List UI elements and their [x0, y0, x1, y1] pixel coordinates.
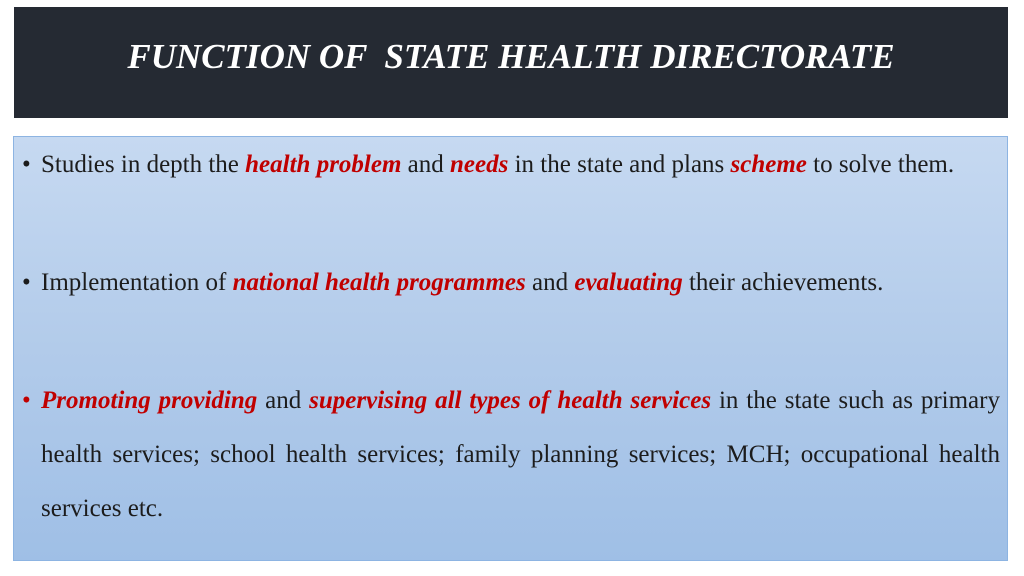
bullet-text-segment: Studies in depth the: [41, 151, 246, 178]
bullet-text-segment: and: [525, 269, 575, 296]
bullet-item: [22, 256, 1000, 310]
bullet-highlight-segment: national health programmes: [232, 269, 526, 296]
bullet-marker: •: [22, 151, 31, 178]
bullet-text: [41, 138, 1000, 192]
bullet-text-segment: in the state and plans: [508, 151, 731, 178]
bullet-highlight-segment: health problem: [245, 151, 402, 178]
title-bar: [14, 7, 1008, 118]
bullet-text-segment: to solve them.: [806, 151, 955, 178]
bullet-text-segment: their achievements.: [682, 269, 884, 296]
bullet-text-segment: Implementation of: [41, 269, 233, 296]
bullet-text-segment: and: [257, 387, 310, 414]
bullet-text-segment: in the state such as primary health services; school health services; family planning services; MCH; occupational health services etc.: [41, 387, 1000, 522]
content-panel: [13, 136, 1008, 561]
bullet-marker: •: [22, 387, 31, 414]
bullet-marker: •: [22, 269, 31, 296]
bullet-text: [41, 256, 1000, 310]
bullet-item: [22, 374, 1000, 536]
bullet-highlight-segment: scheme: [730, 151, 807, 178]
bullet-highlight-segment: supervising all types of health services: [309, 387, 712, 414]
bullet-highlight-segment: Promoting providing: [41, 387, 258, 414]
slide-title: FUNCTION OF STATE HEALTH DIRECTORATE: [127, 36, 895, 76]
bullet-text: [41, 374, 1000, 536]
bullet-highlight-segment: needs: [450, 151, 509, 178]
bullet-highlight-segment: evaluating: [574, 269, 683, 296]
bullet-item: [22, 138, 1000, 192]
bullet-text-segment: and: [401, 151, 451, 178]
